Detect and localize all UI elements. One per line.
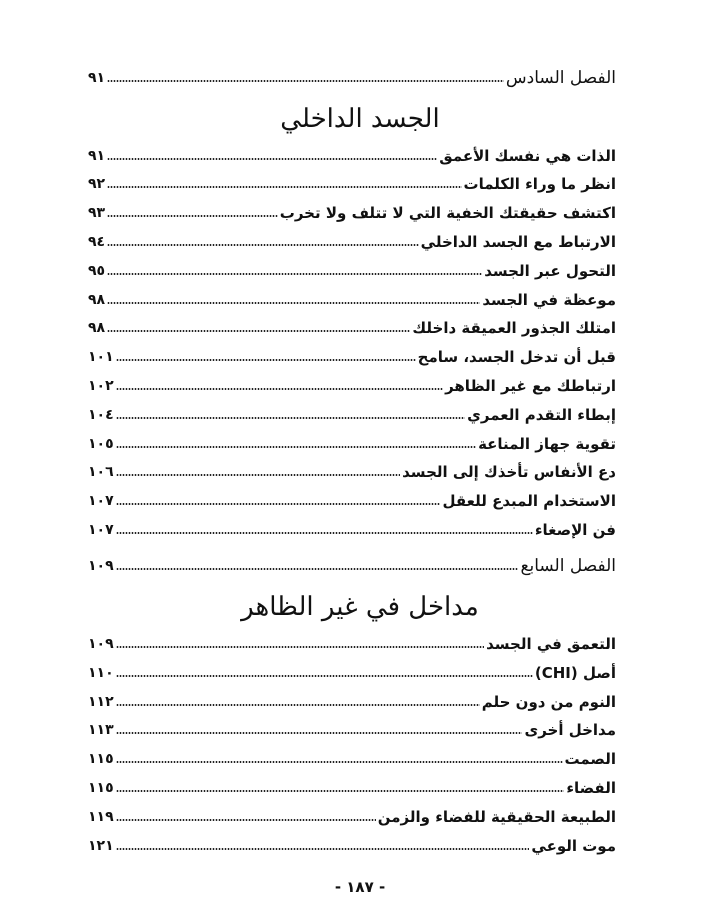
entry-title: إبطاء التقدم العمري [467, 406, 616, 424]
page-number: ١١٥ [88, 751, 114, 767]
toc-entry [88, 832, 616, 856]
page-number: ١٢١ [88, 838, 114, 854]
toc-entry [88, 401, 616, 425]
leader-dots [116, 818, 376, 822]
leader-dots [116, 703, 480, 707]
toc-entry [88, 314, 616, 338]
page-number: ٩٢ [88, 176, 106, 192]
leader-dots [116, 416, 466, 420]
entry-title: فن الإصغاء [534, 521, 616, 539]
entry-title: موت الوعي [531, 837, 616, 855]
entry-title: الارتباط مع الجسد الداخلي [420, 233, 616, 251]
page-number: ٩٨ [88, 292, 106, 308]
toc-entry [88, 458, 616, 482]
page-number: ٩٤ [88, 234, 106, 250]
entry-title: أصل (CHI) [534, 664, 616, 682]
leader-dots [107, 79, 504, 83]
toc-entry [88, 199, 616, 223]
entry-title: الفضاء [566, 779, 616, 797]
toc-entry [88, 774, 616, 798]
leader-dots [116, 847, 530, 851]
page-number: ١٠٦ [88, 464, 114, 480]
page-number: ١٠٤ [88, 407, 114, 423]
section-heading: الجسد الداخلي [280, 104, 440, 134]
leader-dots [116, 645, 484, 649]
page-number: ١١٥ [88, 780, 114, 796]
entry-title: التعمق في الجسد [486, 635, 616, 653]
entry-title: الذات هي نفسك الأعمق [439, 147, 616, 165]
leader-dots [107, 185, 461, 189]
chapter-7-row [88, 552, 616, 576]
leader-dots [116, 502, 441, 506]
page-number: ١٠٢ [88, 378, 114, 394]
toc-entry [88, 430, 616, 454]
page-number: ١٠٧ [88, 522, 114, 538]
page-number: ١٠٩ [88, 558, 114, 574]
leader-dots [107, 157, 437, 161]
page-footer-number: - ١٨٧ - [334, 878, 386, 896]
page-number: ٩٥ [88, 263, 106, 279]
leader-dots [107, 329, 410, 333]
page-number: ١٠٩ [88, 636, 114, 652]
page-number: ٩١ [88, 148, 106, 164]
entry-title: انظر ما وراء الكلمات [463, 175, 616, 193]
leader-dots [107, 272, 482, 276]
toc-entry [88, 487, 616, 511]
toc-entry [88, 716, 616, 740]
entry-title: اكتشف حقيقتك الخفية التي لا تتلف ولا تخرب [279, 204, 616, 222]
leader-dots [116, 473, 401, 477]
entry-title: امتلك الجذور العميقة داخلك [412, 319, 616, 337]
entry-title: دع الأنفاس تأخذك إلى الجسد [402, 463, 616, 481]
leader-dots [116, 731, 523, 735]
entry-title: موعظة في الجسد [482, 291, 616, 309]
toc-entry [88, 257, 616, 281]
toc-entry [88, 745, 616, 769]
toc-entry [88, 142, 616, 166]
page-number: ١١٠ [88, 665, 114, 681]
section-heading: مداخل في غير الظاهر [241, 592, 479, 622]
page-number: ٩١ [88, 70, 106, 86]
entry-title: النوم من دون حلم [481, 693, 616, 711]
entry-title: تقوية جهاز المناعة [478, 435, 616, 453]
entry-title: قبل أن تدخل الجسد، سامح [417, 348, 616, 366]
toc-entry [88, 803, 616, 827]
leader-dots [107, 243, 419, 247]
page-number: ٩٣ [88, 205, 106, 221]
leader-dots [116, 567, 519, 571]
entry-title: الطبيعة الحقيقية للفضاء والزمن [377, 808, 616, 826]
leader-dots [116, 760, 563, 764]
chapter-title: الفصل السابع [520, 556, 616, 576]
page-number: ١١٢ [88, 694, 114, 710]
toc-entry [88, 286, 616, 310]
leader-dots [116, 358, 416, 362]
page-number: ١١٩ [88, 809, 114, 825]
leader-dots [116, 445, 476, 449]
leader-dots [116, 387, 443, 391]
page-number: ١١٣ [88, 722, 114, 738]
entry-title: الصمت [564, 750, 616, 768]
toc-entry [88, 516, 616, 540]
chapter-title: الفصل السادس [505, 68, 616, 88]
page-number: ١٠١ [88, 349, 114, 365]
page-number: ١٠٥ [88, 436, 114, 452]
toc-entry [88, 630, 616, 654]
entry-title: الاستخدام المبدع للعقل [442, 492, 616, 510]
leader-dots [107, 301, 480, 305]
toc-entry [88, 659, 616, 683]
leader-dots [116, 674, 533, 678]
leader-dots [116, 531, 533, 535]
chapter-6-row [88, 64, 616, 88]
toc-entry [88, 688, 616, 712]
toc-entry [88, 372, 616, 396]
page-number: ١٠٧ [88, 493, 114, 509]
leader-dots [116, 789, 565, 793]
toc-entry [88, 228, 616, 252]
entry-title: ارتباطك مع غير الظاهر [445, 377, 616, 395]
toc-entry [88, 343, 616, 367]
entry-title: مداخل أخرى [524, 721, 616, 739]
entry-title: التحول عبر الجسد [484, 262, 616, 280]
toc-entry [88, 170, 616, 194]
leader-dots [107, 214, 278, 218]
page-number: ٩٨ [88, 320, 106, 336]
